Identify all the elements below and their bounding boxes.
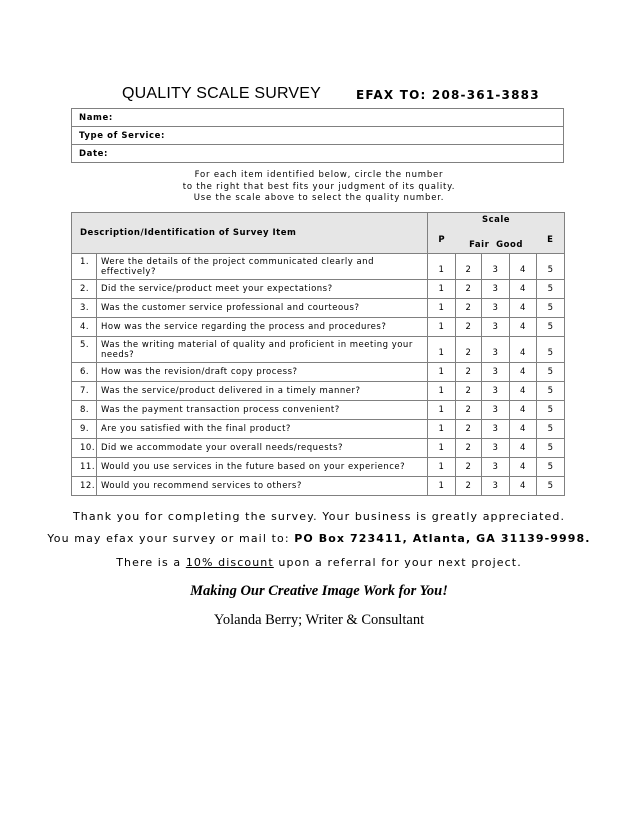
- rating-option[interactable]: 2: [456, 280, 482, 299]
- rating-option[interactable]: 1: [428, 401, 456, 420]
- discount-amount: 10% discount: [185, 556, 274, 569]
- item-number: 5.: [72, 337, 97, 363]
- survey-row: [72, 477, 565, 496]
- rating-option[interactable]: 5: [537, 439, 565, 458]
- item-number: 11.: [72, 458, 97, 477]
- rating-option[interactable]: 4: [510, 477, 537, 496]
- rating-option[interactable]: 3: [482, 299, 510, 318]
- name-field[interactable]: Name:: [72, 109, 564, 127]
- item-number: 8.: [72, 401, 97, 420]
- item-question: Would you recommend services to others?: [97, 477, 428, 496]
- item-number: 1.: [72, 254, 97, 280]
- signature: Yolanda Berry; Writer & Consultant: [213, 612, 425, 628]
- scale-poor-label: P: [428, 227, 456, 254]
- item-question: Did we accommodate your overall needs/requests?: [97, 439, 428, 458]
- rating-option[interactable]: 1: [428, 477, 456, 496]
- rating-option[interactable]: 1: [428, 420, 456, 439]
- item-number: 12.: [72, 477, 97, 496]
- survey-row: [72, 363, 565, 382]
- rating-option[interactable]: 5: [537, 254, 565, 280]
- rating-option[interactable]: 1: [428, 337, 456, 363]
- rating-option[interactable]: 4: [510, 337, 537, 363]
- rating-option[interactable]: 5: [537, 363, 565, 382]
- rating-option[interactable]: 2: [456, 477, 482, 496]
- rating-option[interactable]: 2: [456, 337, 482, 363]
- survey-row: [72, 420, 565, 439]
- service-type-field[interactable]: Type of Service:: [72, 127, 564, 145]
- rating-option[interactable]: 1: [428, 254, 456, 280]
- scale-header: Scale: [428, 213, 565, 227]
- rating-option[interactable]: 4: [510, 382, 537, 401]
- rating-option[interactable]: 4: [510, 420, 537, 439]
- rating-option[interactable]: 2: [456, 439, 482, 458]
- rating-option[interactable]: 4: [510, 458, 537, 477]
- survey-row: [72, 401, 565, 420]
- rating-option[interactable]: 5: [537, 382, 565, 401]
- item-question: How was the service regarding the process and procedures?: [97, 318, 428, 337]
- rating-option[interactable]: 5: [537, 299, 565, 318]
- rating-option[interactable]: 3: [482, 382, 510, 401]
- mail-address: PO Box 723411, Atlanta, GA 31139-9998.: [294, 532, 591, 545]
- description-header: Description/Identification of Survey Item: [72, 213, 428, 254]
- rating-option[interactable]: 5: [537, 477, 565, 496]
- item-question: Was the payment transaction process convenient?: [97, 401, 428, 420]
- rating-option[interactable]: 2: [456, 363, 482, 382]
- survey-header: [0, 85, 638, 107]
- rating-option[interactable]: 1: [428, 382, 456, 401]
- rating-option[interactable]: 3: [482, 254, 510, 280]
- scale-fair-good-label: Fair Good: [456, 227, 537, 254]
- rating-option[interactable]: 3: [482, 337, 510, 363]
- survey-row: [72, 458, 565, 477]
- rating-option[interactable]: 3: [482, 439, 510, 458]
- rating-option[interactable]: 1: [428, 363, 456, 382]
- rating-option[interactable]: 1: [428, 299, 456, 318]
- item-question: How was the revision/draft copy process?: [97, 363, 428, 382]
- rating-option[interactable]: 3: [482, 477, 510, 496]
- item-number: 6.: [72, 363, 97, 382]
- item-question: Was the customer service professional and courteous?: [97, 299, 428, 318]
- rating-option[interactable]: 5: [537, 458, 565, 477]
- rating-option[interactable]: 3: [482, 280, 510, 299]
- rating-option[interactable]: 4: [510, 401, 537, 420]
- rating-option[interactable]: 2: [456, 382, 482, 401]
- rating-option[interactable]: 5: [537, 318, 565, 337]
- item-number: 3.: [72, 299, 97, 318]
- rating-option[interactable]: 2: [456, 318, 482, 337]
- discount-prefix: There is a: [116, 556, 186, 569]
- mail-instructions: [0, 532, 638, 545]
- rating-option[interactable]: 3: [482, 318, 510, 337]
- efax-number: EFAX TO: 208-361-3883: [356, 88, 540, 102]
- rating-option[interactable]: 1: [428, 318, 456, 337]
- rating-option[interactable]: 1: [428, 439, 456, 458]
- item-question: Was the writing material of quality and proficient in meeting your needs?: [97, 337, 428, 363]
- item-number: 4.: [72, 318, 97, 337]
- rating-option[interactable]: 4: [510, 254, 537, 280]
- item-question: Did the service/product meet your expectations?: [97, 280, 428, 299]
- rating-option[interactable]: 1: [428, 458, 456, 477]
- survey-table: [71, 212, 565, 496]
- rating-option[interactable]: 3: [482, 420, 510, 439]
- survey-row: [72, 439, 565, 458]
- rating-option[interactable]: 1: [428, 280, 456, 299]
- rating-option[interactable]: 4: [510, 439, 537, 458]
- rating-option[interactable]: 3: [482, 363, 510, 382]
- item-number: 10.: [72, 439, 97, 458]
- rating-option[interactable]: 4: [510, 299, 537, 318]
- item-question: Are you satisfied with the final product?: [97, 420, 428, 439]
- rating-option[interactable]: 4: [510, 280, 537, 299]
- thank-you-text: Thank you for completing the survey. Your business is greatly appreciated.: [72, 510, 566, 523]
- rating-option[interactable]: 4: [510, 363, 537, 382]
- mail-prefix: You may efax your survey or mail to:: [47, 532, 295, 545]
- item-question: Would you use services in the future based on your experience?: [97, 458, 428, 477]
- rating-option[interactable]: 2: [456, 420, 482, 439]
- rating-option[interactable]: 4: [510, 318, 537, 337]
- item-question: Was the service/product delivered in a timely manner?: [97, 382, 428, 401]
- scale-excellent-label: E: [537, 227, 565, 254]
- tagline: Making Our Creative Image Work for You!: [190, 583, 448, 599]
- instruction-line: to the right that best fits your judgment of its quality.: [182, 181, 456, 192]
- date-field[interactable]: Date:: [72, 145, 564, 163]
- rating-option[interactable]: 2: [456, 458, 482, 477]
- respondent-info-table: [71, 108, 564, 163]
- rating-option[interactable]: 3: [482, 401, 510, 420]
- rating-option[interactable]: 5: [537, 337, 565, 363]
- item-question: Were the details of the project communicated clearly and effectively?: [97, 254, 428, 280]
- rating-option[interactable]: 5: [537, 420, 565, 439]
- survey-row: [72, 299, 565, 318]
- survey-row: [72, 280, 565, 299]
- survey-row: [72, 382, 565, 401]
- survey-row: [72, 337, 565, 363]
- instructions: [0, 170, 638, 205]
- instruction-line: Use the scale above to select the quality number.: [193, 193, 445, 203]
- rating-option[interactable]: 2: [456, 299, 482, 318]
- rating-option[interactable]: 5: [537, 401, 565, 420]
- item-number: 9.: [72, 420, 97, 439]
- item-number: 7.: [72, 382, 97, 401]
- survey-row: [72, 254, 565, 280]
- rating-option[interactable]: 5: [537, 280, 565, 299]
- discount-text: [0, 556, 638, 569]
- rating-option[interactable]: 2: [456, 254, 482, 280]
- rating-option[interactable]: 2: [456, 401, 482, 420]
- survey-title: QUALITY SCALE SURVEY: [122, 85, 322, 102]
- discount-suffix: upon a referral for your next project.: [273, 556, 522, 569]
- rating-option[interactable]: 3: [482, 458, 510, 477]
- item-number: 2.: [72, 280, 97, 299]
- instruction-line: For each item identified below, circle the number: [194, 170, 444, 180]
- survey-row: [72, 318, 565, 337]
